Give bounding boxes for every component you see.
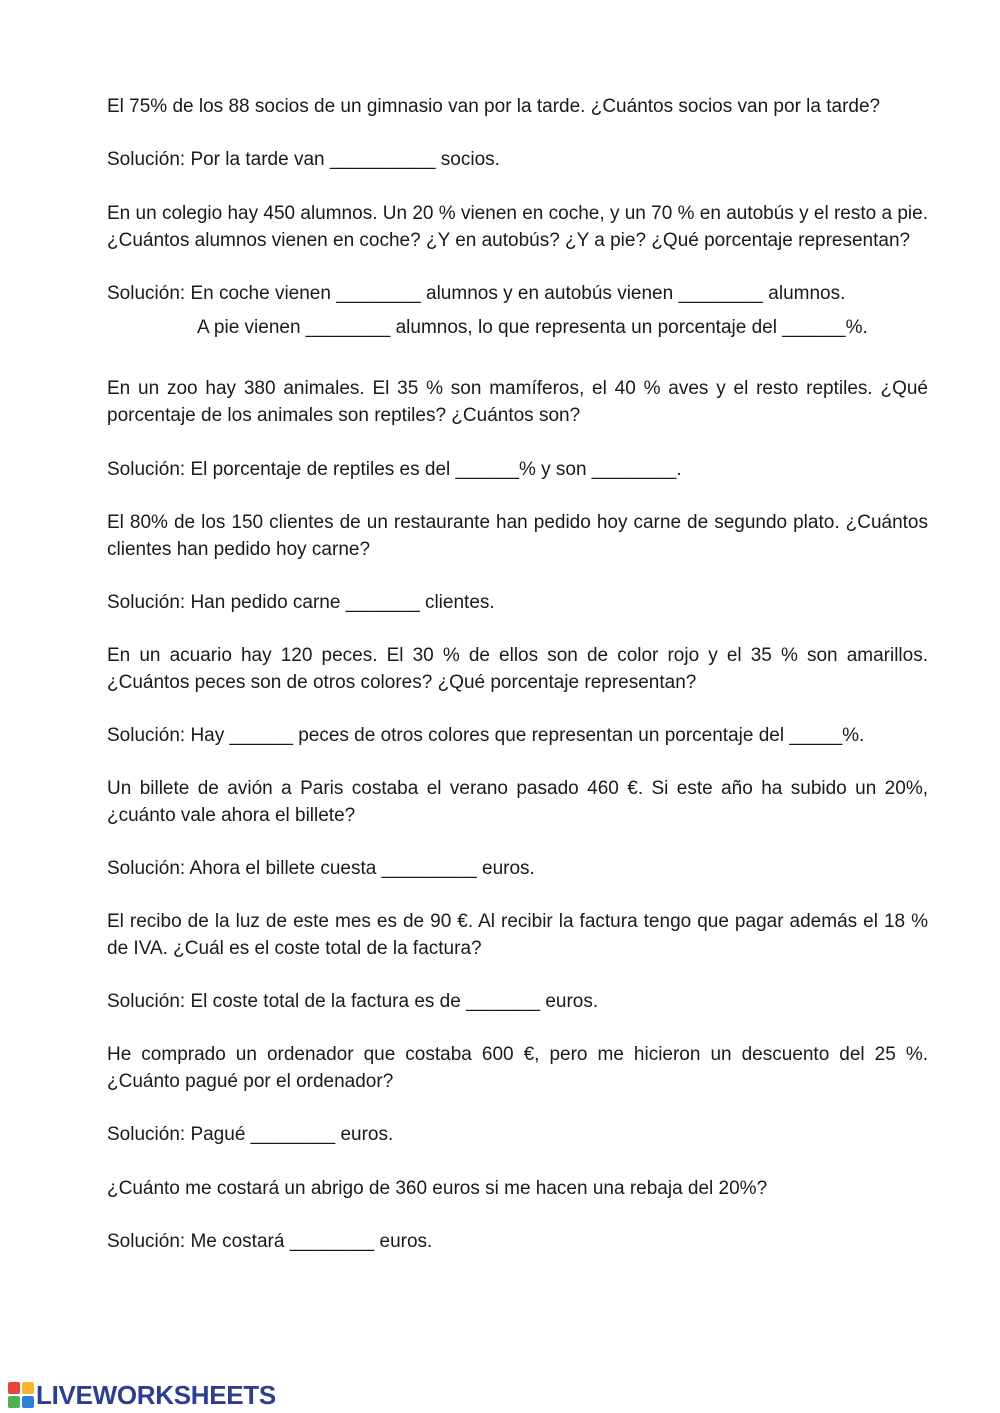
exercise-2-question: En un colegio hay 450 alumnos. Un 20 % vienen en coche, y un 70 % en autobús y el resto a pie. ¿Cuántos alumnos vienen en coche? ¿Y en autobús? ¿Y a pie? ¿Qué porcentaje representan? bbox=[107, 203, 928, 251]
exercise-4-question: El 80% de los 150 clientes de un restaurante han pedido hoy carne de segundo plato. ¿Cuántos clientes han pedido hoy carne? bbox=[107, 512, 928, 560]
exercise-1-answer: Solución: Por la tarde van __________ socios. bbox=[107, 149, 500, 170]
exercise-7-question: El recibo de la luz de este mes es de 90 €. Al recibir la factura tengo que pagar además el 18 % de IVA. ¿Cuál es el coste total de la factura? bbox=[107, 911, 928, 959]
exercise-1-question: El 75% de los 88 socios de un gimnasio van por la tarde. ¿Cuántos socios van por la tarde? bbox=[107, 96, 881, 117]
exercise-5-answer: Solución: Hay ______ peces de otros colores que representan un porcentaje del _____%. bbox=[107, 725, 865, 746]
logo-grid-icon bbox=[8, 1382, 34, 1408]
exercise-8-question: He comprado un ordenador que costaba 600 €, pero me hicieron un descuento del 25 %. ¿Cuánto pagué por el ordenador? bbox=[107, 1044, 928, 1092]
logo-square-green bbox=[8, 1396, 20, 1408]
exercise-3-answer: Solución: El porcentaje de reptiles es del ______% y son ________. bbox=[107, 459, 682, 480]
exercise-7-answer: Solución: El coste total de la factura es de _______ euros. bbox=[107, 991, 599, 1012]
exercise-6-answer: Solución: Ahora el billete cuesta _________ euros. bbox=[107, 858, 535, 879]
exercise-5-question: En un acuario hay 120 peces. El 30 % de ellos son de color rojo y el 35 % son amarillos. ¿Cuántos peces son de otros colores? ¿Qué porcentaje representan? bbox=[107, 645, 928, 693]
liveworksheets-logo bbox=[8, 1381, 276, 1409]
exercise-6-question: Un billete de avión a Paris costaba el verano pasado 460 €. Si este año ha subido un 20%, ¿cuánto vale ahora el billete? bbox=[107, 778, 928, 826]
logo-square-red bbox=[8, 1382, 20, 1394]
exercise-2-answer-continued: A pie vienen ________ alumnos, lo que representa un porcentaje del ______%. bbox=[197, 317, 868, 338]
exercise-3-question: En un zoo hay 380 animales. El 35 % son mamíferos, el 40 % aves y el resto reptiles. ¿Qué porcentaje de los animales son reptiles? ¿Cuántos son? bbox=[107, 378, 928, 426]
logo-text: LIVEWORKSHEETS bbox=[36, 1379, 276, 1410]
logo-square-yellow bbox=[22, 1382, 34, 1394]
logo-square-blue bbox=[22, 1396, 34, 1408]
exercise-9-question: ¿Cuánto me costará un abrigo de 360 euros si me hacen una rebaja del 20%? bbox=[107, 1178, 768, 1199]
exercise-4-answer: Solución: Han pedido carne _______ clientes. bbox=[107, 592, 495, 613]
exercise-2-answer: Solución: En coche vienen ________ alumnos y en autobús vienen ________ alumnos. bbox=[107, 283, 846, 304]
exercise-8-answer: Solución: Pagué ________ euros. bbox=[107, 1124, 394, 1145]
exercise-9-answer: Solución: Me costará ________ euros. bbox=[107, 1231, 433, 1252]
